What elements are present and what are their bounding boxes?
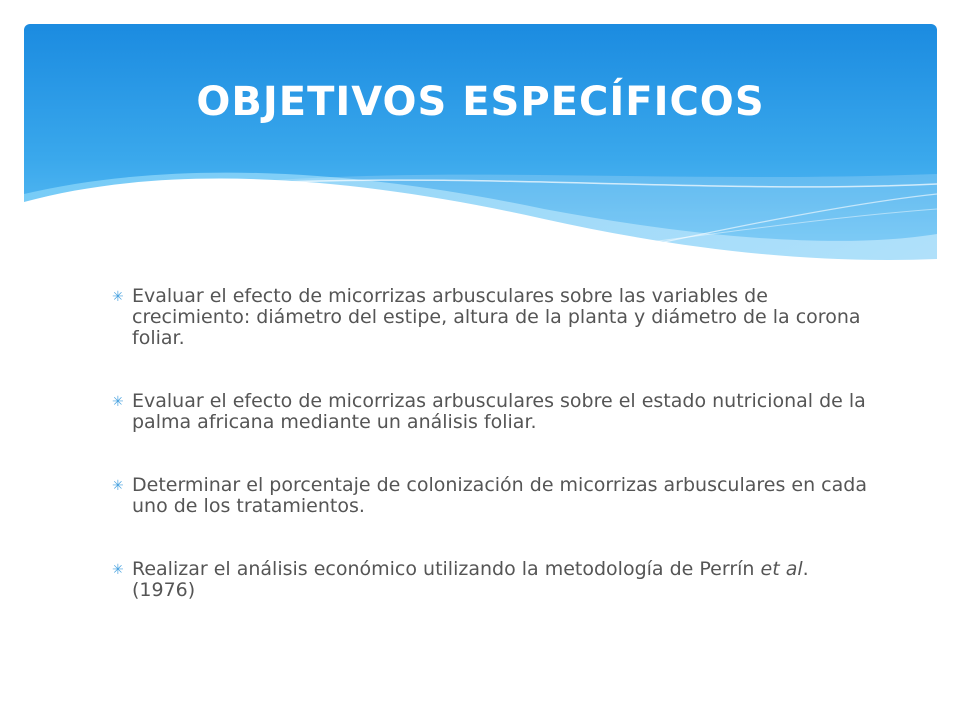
asterisk-bullet-icon: ✳ (112, 562, 124, 578)
objectives-list (112, 286, 872, 643)
objective-text: Realizar el análisis económico utilizando la metodología de Perrín et al. (1976) (132, 558, 809, 601)
header-banner (24, 24, 937, 269)
list-item (112, 475, 872, 517)
slide-title: OBJETIVOS ESPECÍFICOS (196, 79, 765, 125)
asterisk-bullet-icon: ✳ (112, 478, 124, 494)
asterisk-bullet-icon: ✳ (112, 289, 124, 305)
objective-text: Determinar el porcentaje de colonización de micorrizas arbusculares en cada uno de los tratamientos. (132, 474, 867, 517)
asterisk-bullet-icon: ✳ (112, 394, 124, 410)
objective-text: Evaluar el efecto de micorrizas arbusculares sobre las variables de crecimiento: diámetro del estipe, altura de la planta y diámetro de la corona foliar. (132, 285, 861, 349)
objective-text: Evaluar el efecto de micorrizas arbusculares sobre el estado nutricional de la palma africana mediante un análisis foliar. (132, 390, 866, 433)
list-item (112, 286, 872, 349)
list-item (112, 391, 872, 433)
wave-graphic (24, 24, 937, 269)
citation-italic: et al (760, 558, 803, 580)
list-item (112, 559, 872, 601)
